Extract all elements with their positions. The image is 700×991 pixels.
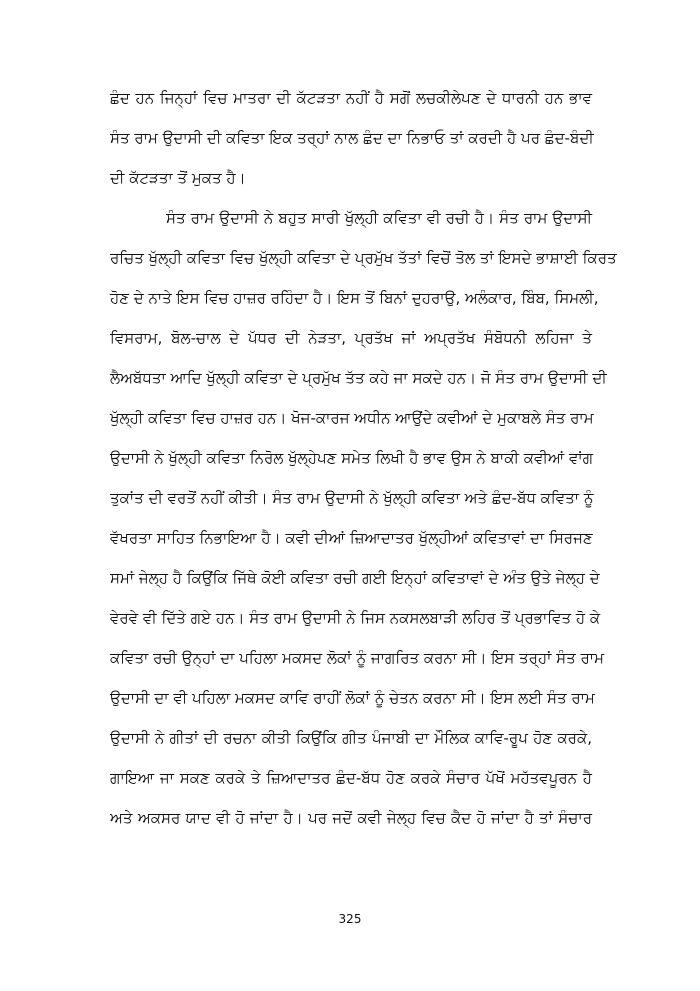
text-line: ਉਦਾਸੀ ਨੇ ਖੁੱਲ੍ਹੀ ਕਵਿਤਾ ਨਿਰੋਲ ਖੁੱਲ੍ਹੇਪਣ ਸਮੇਤ ਲਿਖੀ ਹੈ ਭਾਵ ਉਸ ਨੇ ਬਾਕੀ ਕਵੀਆਂ ਵਾਂਗ	[110, 449, 594, 467]
text-line: ਛੰਦ ਹਨ ਜਿਨ੍ਹਾਂ ਵਿਚ ਮਾਤਰਾ ਦੀ ਕੱਟੜਤਾ ਨਹੀਂ ਹੈ ਸਗੋਂ ਲਚਕੀਲੇਪਣ ਦੇ ਧਾਰਨੀ ਹਨ ਭਾਵ	[110, 89, 592, 107]
text-line: ਖੁੱਲ੍ਹੀ ਕਵਿਤਾ ਵਿਚ ਹਾਜ਼ਰ ਹਨ। ਖੋਜ-ਕਾਰਜ ਅਧੀਨ ਆਉਂਦੇ ਕਵੀਆਂ ਦੇ ਮੁਕਾਬਲੇ ਸੰਤ ਰਾਮ	[110, 409, 594, 427]
page-number: 325	[338, 912, 362, 926]
text-line: ਲੈਅਬੱਧਤਾ ਆਦਿ ਖੁੱਲ੍ਹੀ ਕਵਿਤਾ ਦੇ ਪ੍ਰਮੁੱਖ ਤੱਤ ਕਹੇ ਜਾ ਸਕਦੇ ਹਨ। ਜੋ ਸੰਤ ਰਾਮ ਉਦਾਸੀ ਦੀ	[110, 369, 607, 387]
text-line: ਉਦਾਸੀ ਦਾ ਵੀ ਪਹਿਲਾ ਮਕਸਦ ਕਾਵਿ ਰਾਹੀਂ ਲੋਕਾਂ ਨੂੰ ਚੇਤਨ ਕਰਨਾ ਸੀ। ਇਸ ਲਈ ਸੰਤ ਰਾਮ	[110, 689, 595, 707]
text-line: ਵਿਸਰਾਮ, ਬੋਲ-ਚਾਲ ਦੇ ਪੱਧਰ ਦੀ ਨੇੜਤਾ, ਪ੍ਰਤੱਖ ਜਾਂ ਅਪ੍ਰਤੱਖ ਸੰਬੋਧਨੀ ਲਹਿਜਾ ਤੇ	[110, 329, 592, 347]
text-line: ਕਵਿਤਾ ਰਚੀ ਉਨ੍ਹਾਂ ਦਾ ਪਹਿਲਾ ਮਕਸਦ ਲੋਕਾਂ ਨੂੰ ਜਾਗਰਿਤ ਕਰਨਾ ਸੀ। ਇਸ ਤਰ੍ਹਾਂ ਸੰਤ ਰਾਮ	[110, 649, 604, 667]
paragraph-first-line: ਸੰਤ ਰਾਮ ਉਦਾਸੀ ਨੇ ਬਹੁਤ ਸਾਰੀ ਖੁੱਲ੍ਹੀ ਕਵਿਤਾ ਵੀ ਰਚੀ ਹੈ। ਸੰਤ ਰਾਮ ਉਦਾਸੀ	[166, 209, 592, 227]
text-line: ਸਮਾਂ ਜੇਲ੍ਹ ਹੈ ਕਿਉਂਕਿ ਜਿੱਥੇ ਕੋਈ ਕਵਿਤਾ ਰਚੀ ਗਈ ਇਨ੍ਹਾਂ ਕਵਿਤਾਵਾਂ ਦੇ ਅੰਤ ਉਤੇ ਜੇਲ੍ਹ ਦੇ	[110, 569, 600, 587]
text-line: ਗਾਇਆ ਜਾ ਸਕਣ ਕਰਕੇ ਤੇ ਜ਼ਿਆਦਾਤਰ ਛੰਦ-ਬੱਧ ਹੋਣ ਕਰਕੇ ਸੰਚਾਰ ਪੱਖੋਂ ਮਹੱਤਵਪੂਰਨ ਹੈ	[110, 769, 592, 787]
text-line: ਹੋਣ ਦੇ ਨਾਤੇ ਇਸ ਵਿਚ ਹਾਜ਼ਰ ਰਹਿੰਦਾ ਹੈ। ਇਸ ਤੋਂ ਬਿਨਾਂ ਦੁਹਰਾਉ, ਅਲੰਕਾਰ, ਬਿੰਬ, ਸਿਮਲੀ,	[110, 289, 599, 307]
text-line: ਰਚਿਤ ਖੁੱਲ੍ਹੀ ਕਵਿਤਾ ਵਿਚ ਖੁੱਲ੍ਹੀ ਕਵਿਤਾ ਦੇ ਪ੍ਰਮੁੱਖ ਤੱਤਾਂ ਵਿਚੋਂ ਤੋਲ ਤਾਂ ਇਸਦੇ ਭਾਸ਼ਾਈ ਕਿਰਤ	[110, 249, 617, 267]
text-line: ਸੰਤ ਰਾਮ ਉਦਾਸੀ ਦੀ ਕਵਿਤਾ ਇਕ ਤਰ੍ਹਾਂ ਨਾਲ ਛੰਦ ਦਾ ਨਿਭਾਓ ਤਾਂ ਕਰਦੀ ਹੈ ਪਰ ਛੰਦ-ਬੰਦੀ	[110, 129, 594, 147]
text-line: ਤੁਕਾਂਤ ਦੀ ਵਰਤੋਂ ਨਹੀਂ ਕੀਤੀ। ਸੰਤ ਰਾਮ ਉਦਾਸੀ ਨੇ ਖੁੱਲ੍ਹੀ ਕਵਿਤਾ ਅਤੇ ਛੰਦ-ਬੱਧ ਕਵਿਤਾ ਨੂੰ	[110, 489, 594, 507]
document-body	[110, 84, 617, 844]
text-line: ਵੱਖਰਤਾ ਸਾਹਿਤ ਨਿਭਾਇਆ ਹੈ। ਕਵੀ ਦੀਆਂ ਜ਼ਿਆਦਾਤਰ ਖੁੱਲ੍ਹੀਆਂ ਕਵਿਤਾਵਾਂ ਦਾ ਸਿਰਜਣ	[110, 529, 593, 547]
text-line: ਵੇਰਵੇ ਵੀ ਦਿੱਤੇ ਗਏ ਹਨ। ਸੰਤ ਰਾਮ ਉਦਾਸੀ ਨੇ ਜਿਸ ਨਕਸਲਬਾੜੀ ਲਹਿਰ ਤੋਂ ਪ੍ਰਭਾਵਿਤ ਹੋ ਕੇ	[110, 609, 601, 627]
text-line: ਅਤੇ ਅਕਸਰ ਯਾਦ ਵੀ ਹੋ ਜਾਂਦਾ ਹੈ। ਪਰ ਜਦੋਂ ਕਵੀ ਜੇਲ੍ਹ ਵਿਚ ਕੈਦ ਹੋ ਜਾਂਦਾ ਹੈ ਤਾਂ ਸੰਚਾਰ	[110, 809, 592, 827]
text-line: ਉਦਾਸੀ ਨੇ ਗੀਤਾਂ ਦੀ ਰਚਨਾ ਕੀਤੀ ਕਿਉਂਕਿ ਗੀਤ ਪੰਜਾਬੀ ਦਾ ਮੌਲਿਕ ਕਾਵਿ-ਰੂਪ ਹੋਣ ਕਰਕੇ,	[110, 729, 592, 747]
text-line: ਦੀ ਕੱਟੜਤਾ ਤੋਂ ਮੁਕਤ ਹੈ।	[110, 169, 246, 187]
